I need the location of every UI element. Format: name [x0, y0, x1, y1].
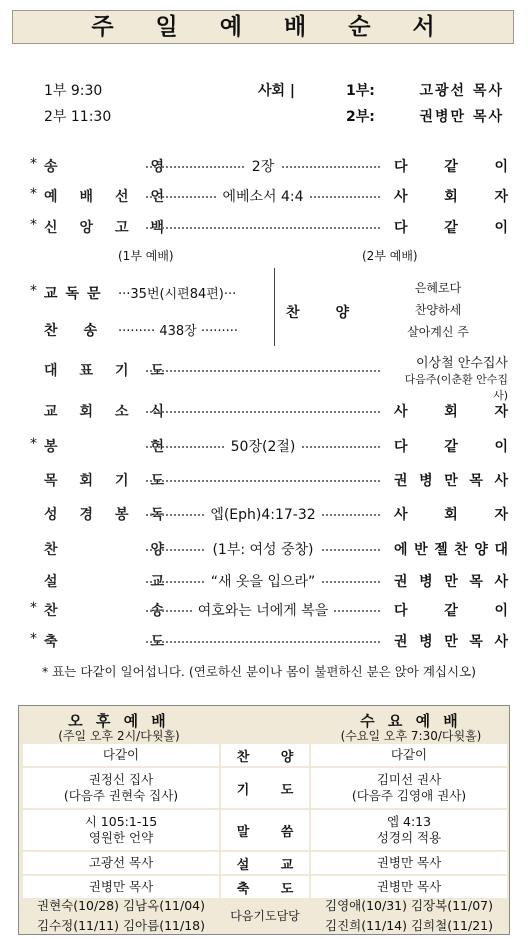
wednesday-cell: 다같이 [311, 744, 507, 766]
anthem-3: 살아계신 주 [407, 325, 469, 339]
order-item [30, 600, 508, 622]
service-item-label: 기 도 [221, 768, 309, 808]
afternoon-title: 오 후 예 배 [68, 712, 170, 730]
order-item [30, 186, 508, 208]
wednesday-cell: 권병만 목사 [311, 876, 507, 898]
wednesday-cell: 김미선 권사 (다음주 김영애 권사) [311, 768, 507, 808]
order-item-detail: “새 옷을 입으라” [146, 571, 380, 591]
order-item-detail: 엡(Eph)4:17-32 [146, 504, 380, 524]
order-item-leader: 다 같 이 [394, 220, 508, 236]
wednesday-duty-line-2: 김진희(11/14) 김희철(11/21) [325, 918, 493, 933]
order-item [30, 401, 508, 423]
presider-label: 사회 | [258, 83, 296, 99]
order-item-label: 성 경 봉 독 [44, 507, 164, 523]
afternoon-cell: 권정신 집사 (다음주 권현숙 집사) [23, 768, 219, 808]
order-item-label: 신 앙 고 백 [44, 220, 164, 236]
order-item-detail: (1부: 여성 중창) [146, 539, 380, 559]
order-item-label: 축 도 [44, 634, 164, 650]
second-part-label: 2부: [346, 109, 375, 125]
prayer-duty-label: 다음기도담당 [230, 909, 300, 923]
creed-star: * [30, 283, 37, 299]
order-item-leader: 사 회 자 [394, 507, 508, 523]
order-item [30, 539, 508, 561]
other-services-table [18, 705, 510, 935]
order-item [30, 356, 508, 402]
hymn-label: 찬송 [44, 323, 124, 339]
first-presider: 고광선 목사 [419, 83, 504, 99]
star-mark: * [30, 631, 37, 647]
order-item-label: 송 영 [44, 159, 164, 175]
order-item [30, 504, 508, 526]
order-item-detail: 여호와는 너에게 복을 [146, 600, 380, 620]
order-item-label: 찬 양 [44, 542, 164, 558]
order-item-label: 대 표 기 도 [44, 363, 164, 379]
wednesday-prayer-duty [311, 896, 507, 936]
order-item-label: 예 배 선 언 [44, 189, 164, 205]
order-item-leader: 사 회 자 [394, 189, 508, 205]
wednesday-duty-line-1: 김영애(10/31) 김장복(11/07) [325, 898, 493, 913]
order-item [30, 470, 508, 492]
hymn-detail: ········· 438장 ········· [118, 324, 239, 339]
order-item [30, 631, 508, 653]
order-item [30, 156, 508, 178]
anthem-1: 은혜로다 [414, 281, 462, 295]
dotted-leader [146, 370, 380, 372]
first-service-time: 1부 9:30 [44, 83, 103, 99]
wednesday-subtitle: (수요일 오후 7:30/다윗홀) [340, 729, 482, 743]
dotted-leader [146, 641, 380, 643]
second-service-time: 2부 11:30 [44, 109, 112, 125]
star-mark: * [30, 217, 37, 233]
first-service-label: (1부 예배) [118, 249, 174, 263]
service-item-label: 말 씀 [221, 810, 309, 850]
first-part-label: 1부: [346, 83, 375, 99]
star-mark: * [30, 186, 37, 202]
service-item-label: 찬 양 [221, 744, 309, 766]
divider-line [274, 268, 275, 346]
wednesday-title: 수 요 예 배 [360, 712, 462, 730]
responsive-reading-detail: ···35번(시편84편)··· [118, 287, 237, 302]
order-item-leader: 에 반 젤 찬 양 대 [394, 542, 508, 558]
second-presider: 권병만 목사 [419, 109, 504, 125]
afternoon-cell: 고광선 목사 [23, 852, 219, 874]
responsive-reading-label: 교독문 [44, 286, 109, 302]
order-item-leader: 사 회 자 [394, 404, 508, 420]
afternoon-duty-line-2: 김수정(11/11) 김아름(11/18) [37, 918, 205, 933]
order-item-detail: 50장(2절) [146, 436, 380, 456]
order-item-leader: 다 같 이 [394, 439, 508, 455]
afternoon-cell: 시 105:1-15 영원한 언약 [23, 810, 219, 850]
afternoon-cell: 다같이 [23, 744, 219, 766]
afternoon-cell: 권병만 목사 [23, 876, 219, 898]
order-item-label: 설 교 [44, 574, 164, 590]
order-item [30, 217, 508, 239]
afternoon-duty-line-1: 권현숙(10/28) 김남옥(11/04) [37, 898, 205, 913]
order-item-detail: 2장 [146, 156, 380, 176]
standing-note: * 표는 다같이 일어섭니다. (연로하신 분이나 몸이 불편하신 분은 앉아 계십시오) [42, 664, 477, 679]
service-item-label: 설 교 [221, 852, 309, 874]
second-service-label: (2부 예배) [362, 249, 418, 263]
dotted-leader [146, 480, 380, 482]
order-item-label: 봉 헌 [44, 439, 164, 455]
wednesday-cell: 권병만 목사 [311, 852, 507, 874]
star-mark: * [30, 600, 37, 616]
dotted-leader [146, 411, 380, 413]
wednesday-cell: 엡 4:13 성경의 적용 [311, 810, 507, 850]
star-mark: * [30, 156, 37, 172]
afternoon-subtitle: (주일 오후 2시/다윗홀) [58, 729, 180, 743]
order-item-detail: 에베소서 4:4 [146, 186, 380, 206]
bulletin-title: 주 일 예 배 순 서 [12, 10, 514, 44]
anthem-label: 찬양 [286, 305, 386, 321]
anthem-2: 찬양하세 [414, 303, 462, 317]
order-item-leader: 권 병 만 목 사 [394, 574, 508, 590]
order-item-leader: 이상철 안수집사 다음주(이춘환 안수집사) [404, 356, 508, 402]
order-item-label: 찬 송 [44, 603, 164, 619]
service-item-label: 축 도 [221, 876, 309, 898]
order-item-label: 교 회 소 식 [44, 404, 164, 420]
order-item-leader: 다 같 이 [394, 603, 508, 619]
order-item [30, 571, 508, 593]
order-item-leader: 권 병 만 목 사 [394, 634, 508, 650]
order-item [30, 436, 508, 458]
afternoon-prayer-duty [23, 896, 219, 936]
order-item-leader: 다 같 이 [394, 159, 508, 175]
star-mark: * [30, 436, 37, 452]
order-item-leader: 권 병 만 목 사 [394, 473, 508, 489]
order-item-label: 목 회 기 도 [44, 473, 164, 489]
dotted-leader [146, 227, 380, 229]
